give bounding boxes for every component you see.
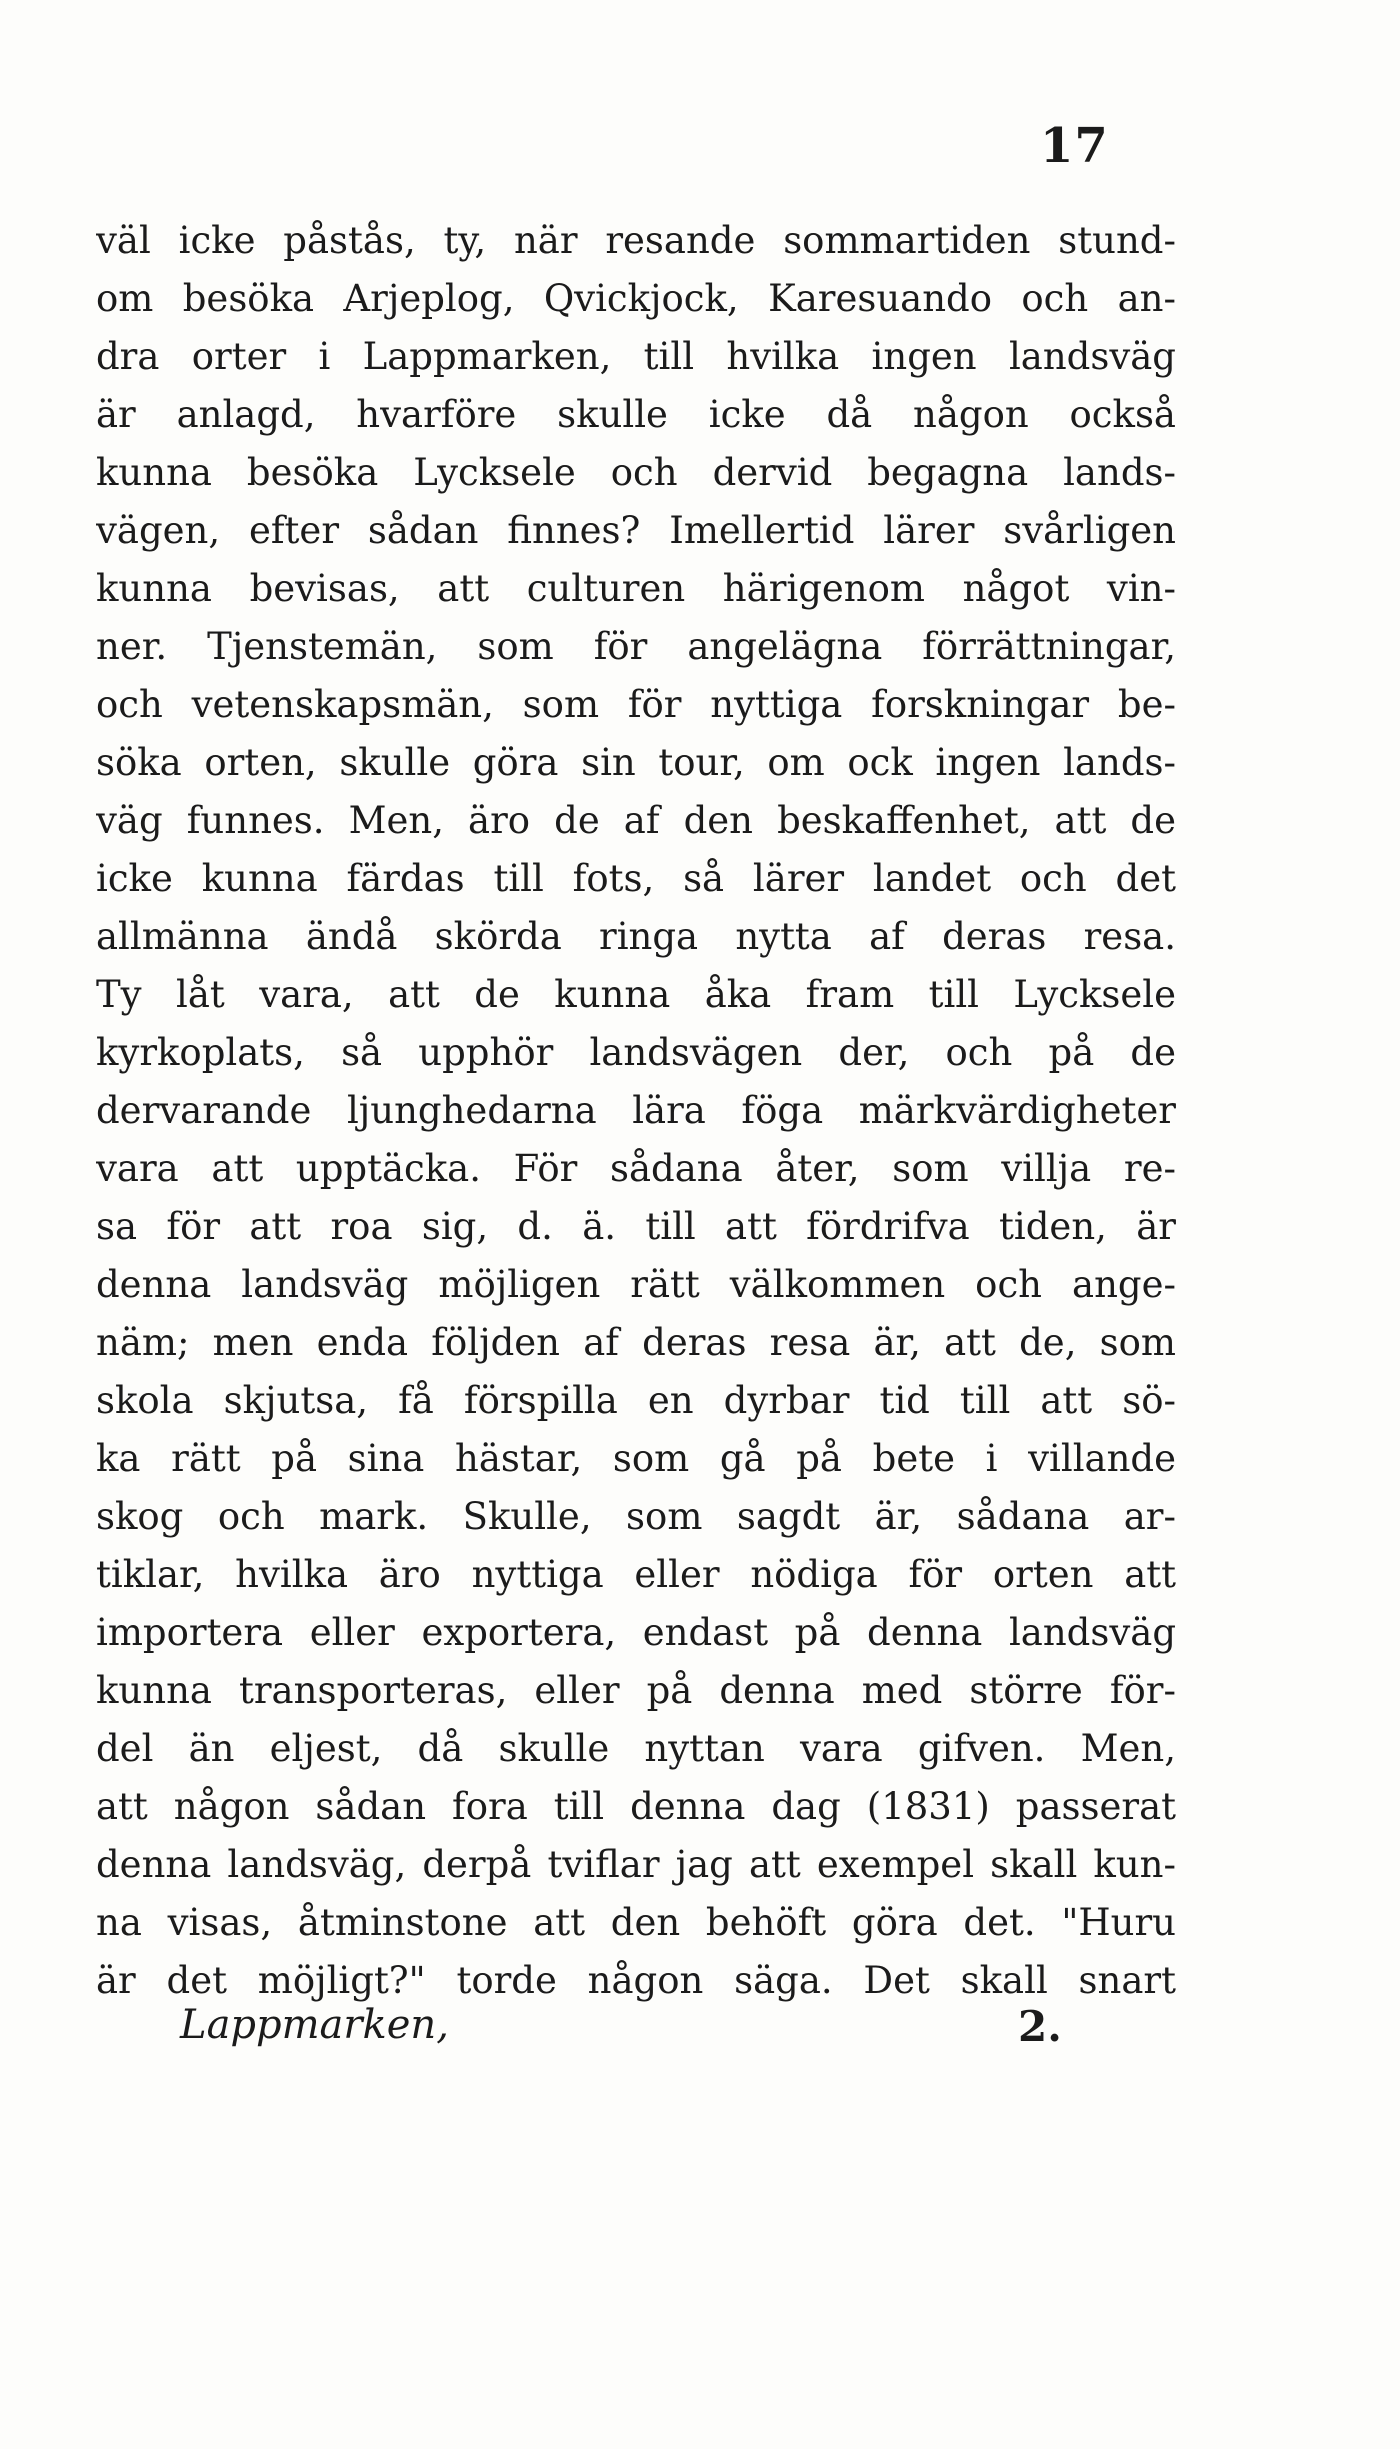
text-line: är anlagd, hvarföre skulle icke då någon också [96, 393, 1176, 436]
text-line: na visas, åtminstone att den behöft göra det. "Huru [96, 1901, 1176, 1944]
text-line: väg funnes. Men, äro de af den beskaffenhet, att de [96, 799, 1176, 842]
text-line: kyrkoplats, så upphör landsvägen der, och på de [96, 1031, 1176, 1074]
text-line: denna landsväg, derpå tviflar jag att exempel skall kun- [96, 1843, 1176, 1886]
text-line: vägen, efter sådan finnes? Imellertid lärer svårligen [96, 509, 1176, 552]
text-line: del än eljest, då skulle nyttan vara gifven. Men, [96, 1727, 1176, 1770]
signature-catchword: Lappmarken, [180, 2002, 449, 2048]
text-line: denna landsväg möjligen rätt välkommen och ange- [96, 1263, 1176, 1306]
text-line: skog och mark. Skulle, som sagdt är, sådana ar- [96, 1495, 1176, 1538]
sheet-mark: 2. [1018, 2002, 1062, 2051]
text-line: att någon sådan fora till denna dag (1831) passerat [96, 1785, 1176, 1828]
text-line: skola skjutsa, få förspilla en dyrbar tid till att sö- [96, 1379, 1176, 1422]
text-line: allmänna ändå skörda ringa nytta af deras resa. [96, 915, 1176, 958]
text-line: vara att upptäcka. För sådana åter, som villja re- [96, 1147, 1176, 1190]
page-number: 17 [1040, 118, 1109, 174]
text-line: dra orter i Lappmarken, till hvilka ingen landsväg [96, 335, 1176, 378]
text-line: kunna transporteras, eller på denna med större för- [96, 1669, 1176, 1712]
text-line: om besöka Arjeplog, Qvickjock, Karesuando och an- [96, 277, 1176, 320]
text-line: Ty låt vara, att de kunna åka fram till Lycksele [96, 973, 1176, 1016]
text-line: kunna besöka Lycksele och dervid begagna lands- [96, 451, 1176, 494]
text-line: ner. Tjenstemän, som för angelägna förrättningar, [96, 625, 1176, 668]
body-text [96, 212, 1176, 2010]
text-line: tiklar, hvilka äro nyttiga eller nödiga för orten att [96, 1553, 1176, 1596]
text-line: importera eller exportera, endast på denna landsväg [96, 1611, 1176, 1654]
text-line: kunna bevisas, att culturen härigenom något vin- [96, 567, 1176, 610]
text-line: sa för att roa sig, d. ä. till att fördrifva tiden, är [96, 1205, 1176, 1248]
text-line: dervarande ljunghedarna lära föga märkvärdigheter [96, 1089, 1176, 1132]
text-line: söka orten, skulle göra sin tour, om ock ingen lands- [96, 741, 1176, 784]
text-line: är det möjligt?" torde någon säga. Det skall snart [96, 1959, 1176, 2002]
text-line: ka rätt på sina hästar, som gå på bete i villande [96, 1437, 1176, 1480]
text-line: näm; men enda följden af deras resa är, att de, som [96, 1321, 1176, 1364]
text-line: väl icke påstås, ty, när resande sommartiden stund- [96, 219, 1176, 262]
text-line: och vetenskapsmän, som för nyttiga forskningar be- [96, 683, 1176, 726]
text-line: icke kunna färdas till fots, så lärer landet och det [96, 857, 1176, 900]
